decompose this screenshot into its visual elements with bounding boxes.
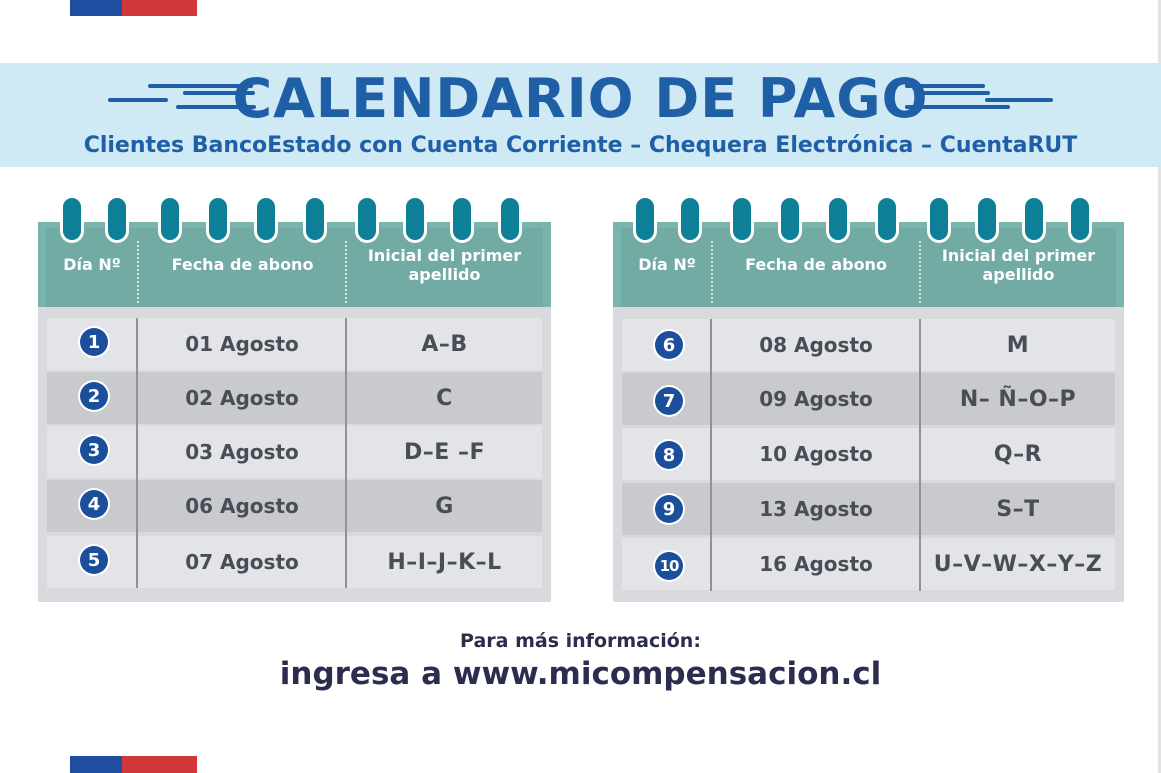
date-cell: 08 Agosto — [759, 333, 873, 357]
initial-cell: C — [436, 385, 453, 411]
date-cell: 03 Agosto — [185, 440, 299, 464]
day-number-badge: 6 — [655, 331, 683, 359]
initial-cell: N– Ñ–O–P — [959, 386, 1077, 412]
day-number-badge: 8 — [655, 441, 683, 469]
table-row — [622, 538, 1115, 590]
table-row — [47, 318, 542, 370]
date-cell: 06 Agosto — [185, 494, 299, 518]
calendar-left — [38, 195, 551, 602]
day-number-badge: 9 — [655, 495, 683, 523]
day-number-badge: 10 — [655, 552, 683, 580]
table-row — [47, 480, 542, 532]
date-cell: 02 Agosto — [185, 386, 299, 410]
page-title: CALENDARIO DE PAGO — [232, 67, 929, 130]
day-number-badge: 7 — [655, 387, 683, 415]
table-row — [622, 483, 1115, 535]
date-cell: 07 Agosto — [185, 550, 299, 574]
date-cell: 13 Agosto — [759, 497, 873, 521]
header-day: Día Nº — [63, 255, 121, 274]
table-row — [47, 536, 542, 588]
flag-stripe-bottom — [70, 756, 197, 773]
table-row — [47, 372, 542, 424]
initial-cell: U–V–W–X–Y–Z — [933, 551, 1103, 577]
date-cell: 16 Agosto — [759, 552, 873, 576]
table-row — [622, 373, 1115, 425]
initial-cell: G — [435, 493, 454, 519]
header-day: Día Nº — [638, 255, 696, 274]
day-number-badge: 2 — [80, 382, 108, 410]
table-row — [622, 428, 1115, 480]
day-number-badge: 4 — [80, 490, 108, 518]
header-initial: Inicial del primer apellido — [941, 245, 1096, 284]
initial-cell: D–E –F — [404, 439, 485, 465]
date-cell: 09 Agosto — [759, 387, 873, 411]
info-link[interactable]: ingresa a www.micompensacion.cl — [279, 656, 882, 692]
initial-cell: S–T — [996, 496, 1040, 522]
calendar-right — [613, 195, 1124, 602]
day-number-badge: 3 — [80, 436, 108, 464]
flag-stripe-top — [70, 0, 197, 16]
initial-cell: A–B — [421, 331, 468, 357]
table-row — [47, 426, 542, 478]
date-cell: 10 Agosto — [759, 442, 873, 466]
page-subtitle: Clientes BancoEstado con Cuenta Corriente – Chequera Electrónica – CuentaRUT — [83, 133, 1078, 158]
date-cell: 01 Agosto — [185, 332, 299, 356]
day-number-badge: 1 — [80, 328, 108, 356]
initial-cell: Q–R — [993, 441, 1043, 467]
table-row — [622, 319, 1115, 371]
header-date: Fecha de abono — [745, 255, 887, 274]
header-initial: Inicial del primer apellido — [367, 245, 522, 284]
day-number-badge: 5 — [80, 546, 108, 574]
initial-cell: H–I–J–K–L — [387, 549, 502, 575]
header-date: Fecha de abono — [171, 255, 314, 274]
info-label: Para más información: — [460, 630, 701, 652]
initial-cell: M — [1006, 332, 1030, 358]
